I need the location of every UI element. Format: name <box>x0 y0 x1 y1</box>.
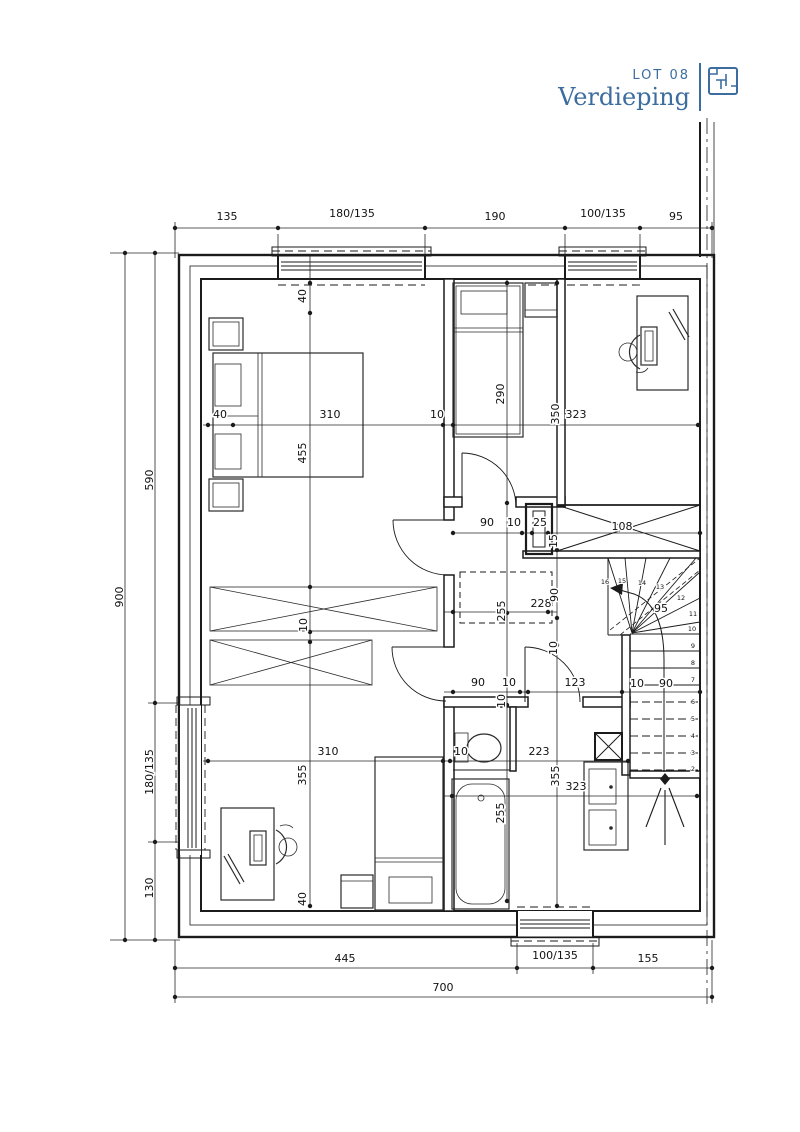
svg-text:3: 3 <box>690 749 696 757</box>
dim-bath-width: 223 <box>528 745 550 758</box>
dim-top-3: 100/135 <box>580 207 626 220</box>
dim-b2-bed: 290 <box>494 383 507 405</box>
nightstand <box>209 318 243 350</box>
pillow <box>215 434 241 469</box>
dim-b3-height: 350 <box>549 403 562 425</box>
pillow <box>215 364 241 406</box>
dim-stair-90: 90 <box>659 677 673 690</box>
windows <box>176 247 646 946</box>
footboard <box>389 877 432 903</box>
svg-text:6: 6 <box>690 698 696 706</box>
bathtub <box>452 779 509 909</box>
dim-b2-90: 90 <box>480 516 494 529</box>
desk-chair <box>276 825 297 864</box>
monitor <box>250 831 266 865</box>
double-bed <box>213 353 363 477</box>
svg-text:7: 7 <box>690 676 696 684</box>
svg-text:16: 16 <box>600 578 610 586</box>
bathroom-fixtures <box>452 733 628 909</box>
lot-label: LOT 08 <box>632 68 690 83</box>
page-title: Verdieping <box>558 83 690 111</box>
wardrobe <box>210 640 372 685</box>
doors <box>392 453 580 702</box>
dim-b3-width: 323 <box>565 408 587 421</box>
dim-hall-10: 10 <box>502 676 516 689</box>
svg-text:12: 12 <box>676 594 686 602</box>
dim-top-0: 135 <box>216 210 238 223</box>
dim-bath-offset: 10 <box>454 745 468 758</box>
dim-b1-10: 10 <box>430 408 444 421</box>
dim-top-1: 180/135 <box>329 207 375 220</box>
nightstand <box>209 479 243 511</box>
understair-closet <box>646 773 684 845</box>
dim-left-0: 590 <box>143 469 156 491</box>
window-bottom <box>511 907 599 946</box>
dim-b1-40: 40 <box>213 408 227 421</box>
dim-left-1: 180/135 <box>143 749 156 795</box>
shelf-object <box>669 309 689 340</box>
door-bedroom4 <box>392 647 446 701</box>
dim-left-2: 130 <box>143 877 156 899</box>
desk-chair <box>619 335 648 373</box>
single-bed <box>375 757 443 910</box>
monitor <box>641 327 657 365</box>
dim-hall-90: 90 <box>471 676 485 689</box>
window-left <box>176 697 210 858</box>
dim-bath-height: 355 <box>549 765 562 787</box>
shaft-box <box>595 733 622 760</box>
pen-object <box>224 854 244 884</box>
svg-text:14: 14 <box>637 579 647 587</box>
pillow <box>461 291 507 314</box>
dim-tub: 255 <box>494 802 507 824</box>
dim-hall-wall: 10 <box>547 641 560 655</box>
dim-b1-closet-gap: 10 <box>297 618 310 632</box>
dim-bottom-0: 445 <box>334 952 356 965</box>
svg-text:15: 15 <box>617 577 627 585</box>
dim-stair-width: 95 <box>654 602 668 615</box>
dim-b2-10: 10 <box>507 516 521 529</box>
dim-hall-123: 123 <box>564 676 586 689</box>
nightstand <box>341 875 373 908</box>
dim-left-total: 900 <box>113 586 126 608</box>
dim-b1-bed: 455 <box>296 442 309 464</box>
svg-text:9: 9 <box>690 642 696 650</box>
cabinet <box>525 283 557 317</box>
svg-text:11: 11 <box>688 610 698 618</box>
dim-void: 108 <box>611 520 633 533</box>
dim-b4-height: 355 <box>296 764 309 786</box>
svg-text:2: 2 <box>690 765 696 773</box>
dim-b4-row: 310 <box>317 745 339 758</box>
dim-bottom-1: 100/135 <box>532 949 578 962</box>
svg-text:8: 8 <box>690 659 696 667</box>
door-bedroom1 <box>393 520 448 575</box>
svg-text:13: 13 <box>655 583 665 591</box>
svg-text:10: 10 <box>687 625 697 633</box>
dim-b4-offset: 40 <box>296 892 309 906</box>
bedroom4-furniture <box>210 640 443 910</box>
dim-top-2: 190 <box>484 210 506 223</box>
dim-bath-width2: 323 <box>565 780 587 793</box>
dim-b2-25: 25 <box>533 516 547 529</box>
wardrobe <box>210 587 437 631</box>
dim-stair-10: 10 <box>630 677 644 690</box>
dim-hall-side: 90 <box>548 588 561 602</box>
door-bedroom2 <box>462 453 516 507</box>
dim-b1-top-offset: 40 <box>296 289 309 303</box>
svg-text:5: 5 <box>690 715 696 723</box>
dim-bottom-2: 155 <box>637 952 659 965</box>
bedroom1-furniture <box>209 318 437 631</box>
dim-hall-wall2: 10 <box>495 694 508 708</box>
svg-text:4: 4 <box>690 732 696 740</box>
single-bed <box>453 283 523 437</box>
interior-walls <box>444 279 700 911</box>
dim-hall-v: 255 <box>495 600 508 622</box>
title-block <box>557 63 737 111</box>
dim-bottom-total: 700 <box>432 981 454 994</box>
dim-shaft-depth: 15 <box>547 534 560 548</box>
dim-hall-h: 228 <box>530 597 552 610</box>
dim-b1-310: 310 <box>319 408 341 421</box>
bedroom2-furniture <box>453 283 557 437</box>
dim-top-4: 95 <box>669 210 683 223</box>
blueprint-icon <box>709 68 737 94</box>
bedroom3-furniture <box>619 296 689 390</box>
